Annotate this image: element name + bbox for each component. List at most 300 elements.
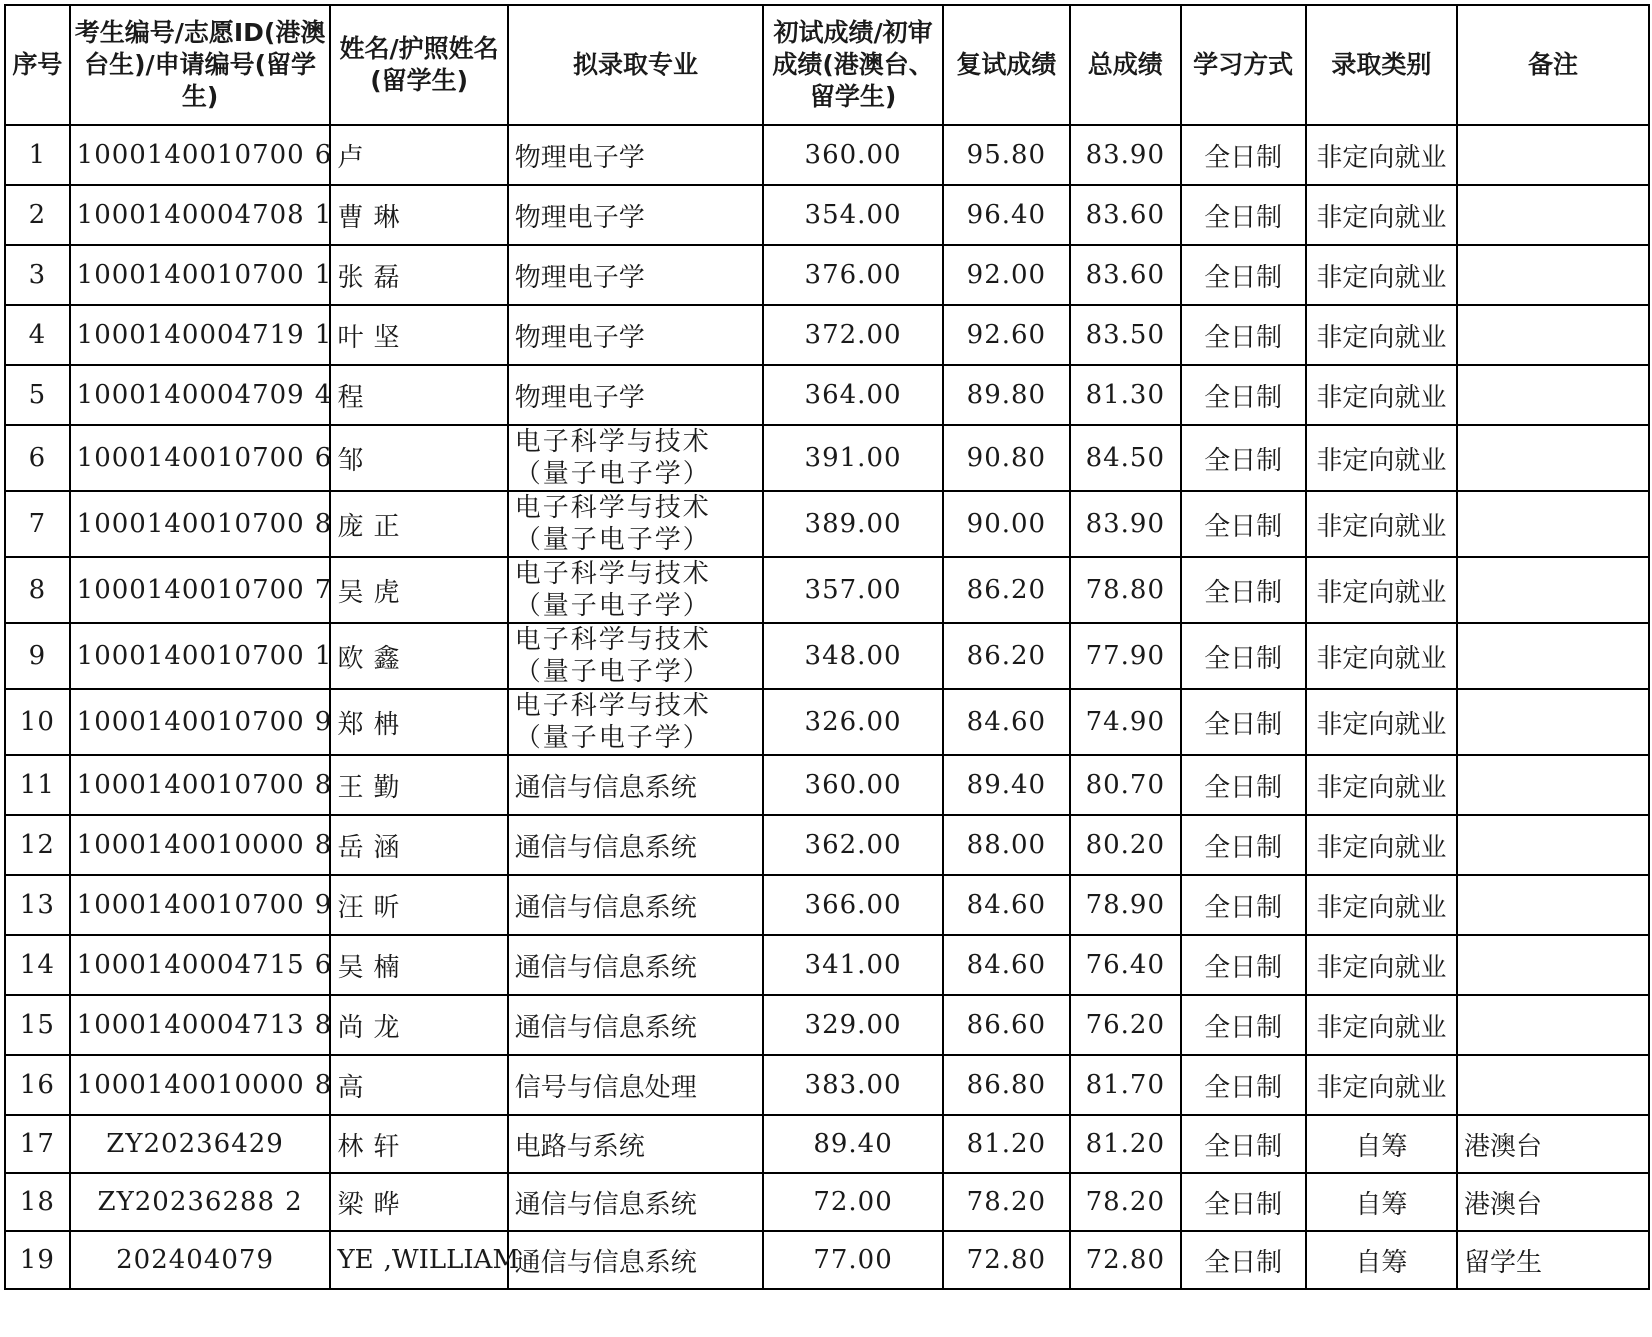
retest-score-cell: 84.60 [943, 689, 1070, 755]
remarks-cell [1457, 557, 1649, 623]
study-mode-cell: 全日制 [1181, 1055, 1306, 1115]
initial-score-cell: 341.00 [763, 935, 942, 995]
name-part: 曹 [337, 202, 364, 233]
name-part: 柟 [373, 709, 400, 740]
admission-category-cell: 非定向就业 [1306, 875, 1457, 935]
admission-category-cell: 非定向就业 [1306, 935, 1457, 995]
candidate-id-cell [70, 245, 331, 305]
candidate-id-part: 6 [314, 949, 333, 980]
redaction-mark [363, 579, 373, 609]
candidate-id-part: 1000140010700 [76, 706, 305, 737]
admission-category-cell: 自筹 [1306, 1173, 1457, 1231]
major-cell: 电子科学与技术（量子电子学） [508, 491, 764, 557]
name-cell [330, 365, 507, 425]
candidate-id-part: 8 [314, 1069, 333, 1100]
table-row [5, 755, 1649, 815]
serial-cell: 18 [5, 1173, 70, 1231]
major-cell: 电路与系统 [508, 1115, 764, 1173]
redaction-mark [305, 1011, 315, 1041]
major-cell: 电子科学与技术（量子电子学） [508, 425, 764, 491]
candidate-id-part: 1000140010700 [76, 889, 305, 920]
major-cell: 通信与信息系统 [508, 755, 764, 815]
redaction-mark [305, 1071, 315, 1101]
retest-score-cell: 95.80 [943, 125, 1070, 185]
name-cell [330, 623, 507, 689]
candidate-id-part: ZY20236288 [97, 1186, 276, 1217]
redaction-mark [305, 444, 315, 474]
candidate-id-part: ZY20236429 [106, 1128, 284, 1159]
total-score-cell: 72.80 [1070, 1231, 1181, 1289]
candidate-id-cell [70, 995, 331, 1055]
table-row [5, 1173, 1649, 1231]
header-study-mode: 学习方式 [1181, 5, 1306, 125]
redaction-mark [363, 1191, 373, 1221]
redaction-mark [305, 951, 315, 981]
study-mode-cell: 全日制 [1181, 623, 1306, 689]
remarks-cell [1457, 875, 1649, 935]
candidate-id-part: 1000140010700 [76, 574, 305, 605]
total-score-cell: 80.20 [1070, 815, 1181, 875]
initial-score-cell: 348.00 [763, 623, 942, 689]
redaction-mark [363, 264, 373, 294]
table-row [5, 995, 1649, 1055]
candidate-id-cell [70, 875, 331, 935]
candidate-id-cell [70, 815, 331, 875]
name-part: 坚 [373, 322, 400, 353]
table-row [5, 185, 1649, 245]
name-part: 汪 [337, 892, 364, 923]
initial-score-cell: 77.00 [763, 1231, 942, 1289]
name-cell [330, 1173, 507, 1231]
study-mode-cell: 全日制 [1181, 425, 1306, 491]
initial-score-cell: 326.00 [763, 689, 942, 755]
remarks-cell [1457, 995, 1649, 1055]
redaction-mark [305, 576, 315, 606]
retest-score-cell: 89.40 [943, 755, 1070, 815]
name-part: 吴 [337, 577, 364, 608]
candidate-id-part: 8 [314, 508, 333, 539]
candidate-id-part: 1000140010700 [76, 442, 305, 473]
retest-score-cell: 96.40 [943, 185, 1070, 245]
study-mode-cell: 全日制 [1181, 557, 1306, 623]
admission-category-cell: 非定向就业 [1306, 995, 1457, 1055]
name-part: YE [337, 1244, 374, 1275]
candidate-id-cell [70, 125, 331, 185]
candidate-id-part: 1000140010000 [76, 829, 305, 860]
candidate-id-part: 8 [314, 769, 333, 800]
redaction-mark [284, 1130, 294, 1160]
table-row [5, 245, 1649, 305]
candidate-id-cell [70, 1231, 331, 1289]
admission-category-cell: 非定向就业 [1306, 755, 1457, 815]
candidate-id-part: 1000140004719 [76, 319, 305, 350]
redaction-mark [363, 1074, 373, 1104]
remarks-cell [1457, 365, 1649, 425]
name-part: 程 [337, 382, 364, 413]
remarks-cell [1457, 689, 1649, 755]
serial-cell: 9 [5, 623, 70, 689]
retest-score-cell: 86.60 [943, 995, 1070, 1055]
study-mode-cell: 全日制 [1181, 875, 1306, 935]
name-cell [330, 305, 507, 365]
study-mode-cell: 全日制 [1181, 245, 1306, 305]
redaction-mark [274, 1246, 284, 1276]
total-score-cell: 74.90 [1070, 689, 1181, 755]
name-part: ,WILLIAM [383, 1244, 520, 1275]
remarks-cell [1457, 935, 1649, 995]
retest-score-cell: 88.00 [943, 815, 1070, 875]
candidate-id-part: 9 [314, 706, 333, 737]
remarks-cell: 港澳台 [1457, 1115, 1649, 1173]
initial-score-cell: 376.00 [763, 245, 942, 305]
retest-score-cell: 72.80 [943, 1231, 1070, 1289]
candidate-id-cell [70, 425, 331, 491]
initial-score-cell: 372.00 [763, 305, 942, 365]
name-part: 庞 [337, 511, 364, 542]
table-body [5, 125, 1649, 1289]
name-cell [330, 689, 507, 755]
name-part: 虎 [373, 577, 400, 608]
candidate-id-cell [70, 305, 331, 365]
remarks-cell [1457, 1055, 1649, 1115]
name-cell [330, 1115, 507, 1173]
retest-score-cell: 92.00 [943, 245, 1070, 305]
admission-category-cell: 非定向就业 [1306, 557, 1457, 623]
remarks-cell [1457, 815, 1649, 875]
candidate-id-part: 1000140010000 [76, 1069, 305, 1100]
candidate-id-part: 1 [314, 640, 333, 671]
serial-cell: 1 [5, 125, 70, 185]
candidate-id-part: 1000140004715 [76, 949, 305, 980]
major-cell: 电子科学与技术（量子电子学） [508, 557, 764, 623]
serial-cell: 6 [5, 425, 70, 491]
major-cell: 通信与信息系统 [508, 875, 764, 935]
initial-score-cell: 354.00 [763, 185, 942, 245]
admission-category-cell: 非定向就业 [1306, 185, 1457, 245]
redaction-mark [363, 324, 373, 354]
major-cell: 电子科学与技术（量子电子学） [508, 623, 764, 689]
total-score-cell: 83.90 [1070, 491, 1181, 557]
major-cell: 物理电子学 [508, 305, 764, 365]
serial-cell: 11 [5, 755, 70, 815]
redaction-mark [305, 831, 315, 861]
redaction-mark [305, 381, 315, 411]
name-part: 正 [373, 511, 400, 542]
remarks-cell [1457, 245, 1649, 305]
major-cell: 通信与信息系统 [508, 815, 764, 875]
admission-category-cell: 非定向就业 [1306, 815, 1457, 875]
study-mode-cell: 全日制 [1181, 125, 1306, 185]
serial-cell: 12 [5, 815, 70, 875]
study-mode-cell: 全日制 [1181, 305, 1306, 365]
name-part: 邹 [337, 445, 364, 476]
serial-cell: 16 [5, 1055, 70, 1115]
name-part: 欧 [337, 643, 364, 674]
serial-cell: 17 [5, 1115, 70, 1173]
redaction-mark [275, 1188, 285, 1218]
candidate-id-part: 9 [314, 889, 333, 920]
header-retest-score: 复试成绩 [943, 5, 1070, 125]
initial-score-cell: 360.00 [763, 755, 942, 815]
admission-category-cell: 自筹 [1306, 1115, 1457, 1173]
admission-category-cell: 非定向就业 [1306, 365, 1457, 425]
admission-category-cell: 非定向就业 [1306, 425, 1457, 491]
retest-score-cell: 90.80 [943, 425, 1070, 491]
retest-score-cell: 92.60 [943, 305, 1070, 365]
redaction-mark [363, 1014, 373, 1044]
candidate-id-part: 1000140010700 [76, 640, 305, 671]
candidate-id-cell [70, 755, 331, 815]
major-cell: 通信与信息系统 [508, 935, 764, 995]
total-score-cell: 78.90 [1070, 875, 1181, 935]
major-cell: 物理电子学 [508, 365, 764, 425]
name-part: 卢 [337, 142, 364, 173]
serial-cell: 13 [5, 875, 70, 935]
candidate-id-part: 202404079 [116, 1244, 274, 1275]
study-mode-cell: 全日制 [1181, 1173, 1306, 1231]
table-row [5, 935, 1649, 995]
serial-cell: 8 [5, 557, 70, 623]
major-cell: 物理电子学 [508, 185, 764, 245]
candidate-id-cell [70, 623, 331, 689]
candidate-id-cell [70, 557, 331, 623]
total-score-cell: 81.20 [1070, 1115, 1181, 1173]
redaction-mark [363, 645, 373, 675]
redaction-mark [363, 711, 373, 741]
candidate-id-cell [70, 491, 331, 557]
total-score-cell: 81.30 [1070, 365, 1181, 425]
retest-score-cell: 89.80 [943, 365, 1070, 425]
retest-score-cell: 81.20 [943, 1115, 1070, 1173]
candidate-id-part: 1000140004709 [76, 379, 305, 410]
header-remarks: 备注 [1457, 5, 1649, 125]
name-part: 龙 [373, 1012, 400, 1043]
remarks-cell: 留学生 [1457, 1231, 1649, 1289]
name-part: 张 [337, 262, 364, 293]
initial-score-cell: 357.00 [763, 557, 942, 623]
name-part: 岳 [337, 832, 364, 863]
admission-category-cell: 非定向就业 [1306, 125, 1457, 185]
candidate-id-part: 1000140004708 [76, 199, 305, 230]
remarks-cell [1457, 185, 1649, 245]
candidate-id-part: 1 [314, 199, 333, 230]
initial-score-cell: 72.00 [763, 1173, 942, 1231]
major-cell: 通信与信息系统 [508, 1231, 764, 1289]
study-mode-cell: 全日制 [1181, 1115, 1306, 1173]
table-row [5, 875, 1649, 935]
table-row [5, 623, 1649, 689]
remarks-cell [1457, 425, 1649, 491]
name-part: 尚 [337, 1012, 364, 1043]
study-mode-cell: 全日制 [1181, 935, 1306, 995]
name-part: 郑 [337, 709, 364, 740]
total-score-cell: 83.60 [1070, 245, 1181, 305]
admission-table [4, 4, 1650, 1290]
remarks-cell [1457, 491, 1649, 557]
study-mode-cell: 全日制 [1181, 755, 1306, 815]
candidate-id-cell [70, 1115, 331, 1173]
header-serial: 序号 [5, 5, 70, 125]
redaction-mark [305, 261, 315, 291]
name-part: 叶 [337, 322, 364, 353]
retest-score-cell: 90.00 [943, 491, 1070, 557]
serial-cell: 19 [5, 1231, 70, 1289]
candidate-id-part: 6 [314, 139, 333, 170]
initial-score-cell: 364.00 [763, 365, 942, 425]
total-score-cell: 76.20 [1070, 995, 1181, 1055]
name-part: 磊 [373, 262, 400, 293]
table-row [5, 557, 1649, 623]
candidate-id-part: 1000140004713 [76, 1009, 305, 1040]
major-cell: 通信与信息系统 [508, 1173, 764, 1231]
candidate-id-part: 1000140010700 [76, 508, 305, 539]
total-score-cell: 81.70 [1070, 1055, 1181, 1115]
candidate-id-part: 2 [285, 1186, 303, 1217]
header-row [5, 5, 1649, 125]
redaction-mark [305, 771, 315, 801]
candidate-id-part: 1 [314, 319, 333, 350]
table-row [5, 125, 1649, 185]
name-part: 楠 [373, 952, 400, 983]
candidate-id-cell [70, 185, 331, 245]
redaction-mark [363, 774, 373, 804]
table-row [5, 689, 1649, 755]
serial-cell: 7 [5, 491, 70, 557]
initial-score-cell: 360.00 [763, 125, 942, 185]
candidate-id-part: 1 [314, 259, 333, 290]
redaction-mark [363, 894, 373, 924]
remarks-cell: 港澳台 [1457, 1173, 1649, 1231]
name-cell [330, 185, 507, 245]
redaction-mark [363, 144, 373, 174]
remarks-cell [1457, 755, 1649, 815]
name-part: 昕 [373, 892, 400, 923]
redaction-mark [363, 513, 373, 543]
candidate-id-part: 6 [314, 442, 333, 473]
retest-score-cell: 86.20 [943, 557, 1070, 623]
major-cell: 电子科学与技术（量子电子学） [508, 689, 764, 755]
study-mode-cell: 全日制 [1181, 689, 1306, 755]
initial-score-cell: 366.00 [763, 875, 942, 935]
admission-category-cell: 非定向就业 [1306, 491, 1457, 557]
admission-category-cell: 非定向就业 [1306, 305, 1457, 365]
header-major: 拟录取专业 [508, 5, 764, 125]
name-part: 晔 [373, 1189, 400, 1220]
study-mode-cell: 全日制 [1181, 1231, 1306, 1289]
serial-cell: 5 [5, 365, 70, 425]
study-mode-cell: 全日制 [1181, 815, 1306, 875]
candidate-id-cell [70, 935, 331, 995]
retest-score-cell: 86.80 [943, 1055, 1070, 1115]
retest-score-cell: 84.60 [943, 875, 1070, 935]
table-row [5, 815, 1649, 875]
major-cell: 物理电子学 [508, 125, 764, 185]
admission-category-cell: 自筹 [1306, 1231, 1457, 1289]
redaction-mark [305, 321, 315, 351]
name-part: 鑫 [373, 643, 400, 674]
remarks-cell [1457, 305, 1649, 365]
name-cell [330, 875, 507, 935]
admission-category-cell: 非定向就业 [1306, 623, 1457, 689]
serial-cell: 15 [5, 995, 70, 1055]
total-score-cell: 80.70 [1070, 755, 1181, 815]
header-total-score: 总成绩 [1070, 5, 1181, 125]
major-cell: 物理电子学 [508, 245, 764, 305]
table-row [5, 365, 1649, 425]
name-part: 勤 [373, 772, 400, 803]
name-cell [330, 755, 507, 815]
name-cell [330, 491, 507, 557]
name-cell [330, 245, 507, 305]
admission-category-cell: 非定向就业 [1306, 689, 1457, 755]
header-admission-category: 录取类别 [1306, 5, 1457, 125]
total-score-cell: 78.80 [1070, 557, 1181, 623]
major-cell: 通信与信息系统 [508, 995, 764, 1055]
table-row [5, 425, 1649, 491]
retest-score-cell: 78.20 [943, 1173, 1070, 1231]
retest-score-cell: 84.60 [943, 935, 1070, 995]
table-row [5, 305, 1649, 365]
candidate-id-cell [70, 1173, 331, 1231]
retest-score-cell: 86.20 [943, 623, 1070, 689]
candidate-id-part: 1000140010700 [76, 259, 305, 290]
table-row [5, 1231, 1649, 1289]
total-score-cell: 78.20 [1070, 1173, 1181, 1231]
candidate-id-part: 8 [314, 1009, 333, 1040]
redaction-mark [363, 447, 373, 477]
name-cell [330, 1231, 520, 1289]
name-cell [330, 995, 507, 1055]
name-part: 高 [337, 1072, 364, 1103]
name-cell [330, 1055, 507, 1115]
initial-score-cell: 391.00 [763, 425, 942, 491]
serial-cell: 4 [5, 305, 70, 365]
candidate-id-part: 1000140010700 [76, 769, 305, 800]
name-cell [330, 125, 507, 185]
header-name: 姓名/护照姓名(留学生) [330, 5, 507, 125]
serial-cell: 14 [5, 935, 70, 995]
redaction-mark [363, 954, 373, 984]
total-score-cell: 83.60 [1070, 185, 1181, 245]
candidate-id-cell [70, 365, 331, 425]
name-cell [330, 935, 507, 995]
initial-score-cell: 383.00 [763, 1055, 942, 1115]
redaction-mark [363, 834, 373, 864]
redaction-mark [374, 1246, 384, 1276]
redaction-mark [305, 891, 315, 921]
redaction-mark [305, 708, 315, 738]
candidate-id-cell [70, 1055, 331, 1115]
name-part: 吴 [337, 952, 364, 983]
name-part: 林 [337, 1131, 364, 1162]
candidate-id-part: 8 [314, 829, 333, 860]
candidate-id-cell [70, 689, 331, 755]
serial-cell: 2 [5, 185, 70, 245]
header-candidate-id: 考生编号/志愿ID(港澳台生)/申请编号(留学生) [70, 5, 331, 125]
name-cell [330, 557, 507, 623]
candidate-id-part: 1000140010700 [76, 139, 305, 170]
study-mode-cell: 全日制 [1181, 491, 1306, 557]
redaction-mark [305, 201, 315, 231]
study-mode-cell: 全日制 [1181, 995, 1306, 1055]
initial-score-cell: 89.40 [763, 1115, 942, 1173]
candidate-id-part: 4 [314, 379, 333, 410]
redaction-mark [305, 642, 315, 672]
redaction-mark [363, 1133, 373, 1163]
header-initial-score: 初试成绩/初审成绩(港澳台、留学生) [763, 5, 942, 125]
name-cell [330, 425, 507, 491]
serial-cell: 10 [5, 689, 70, 755]
